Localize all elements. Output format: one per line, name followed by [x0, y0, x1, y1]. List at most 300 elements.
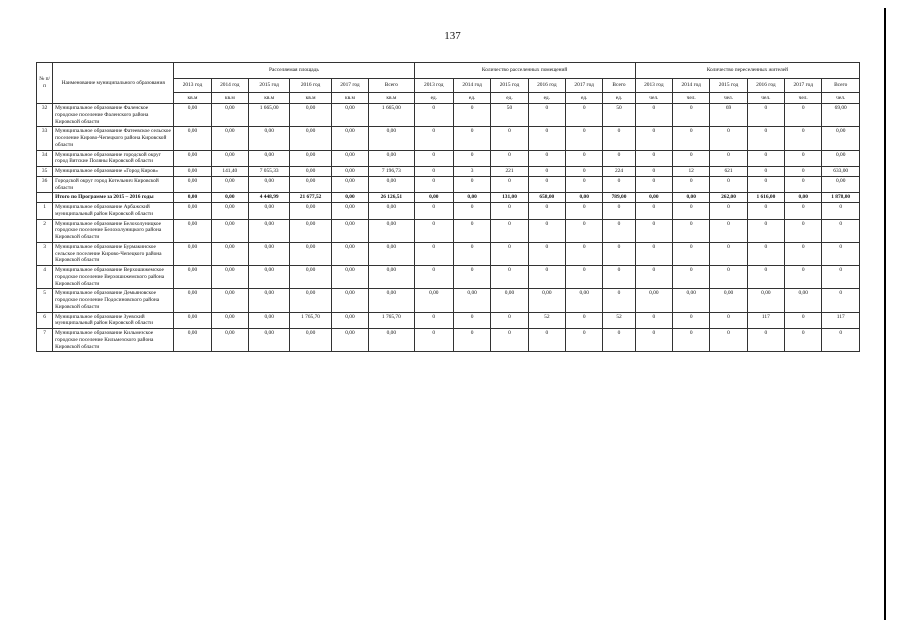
- value-cell: 50: [491, 104, 528, 127]
- value-cell: 0: [491, 150, 528, 167]
- unit-header: чел.: [673, 93, 710, 104]
- value-cell: 0: [528, 242, 565, 265]
- value-cell: 0: [453, 242, 490, 265]
- value-cell: 0: [822, 203, 860, 220]
- value-cell: 0,00: [369, 329, 414, 352]
- value-cell: 0,00: [822, 150, 860, 167]
- value-cell: 0: [603, 219, 635, 242]
- value-cell: 0: [747, 219, 784, 242]
- value-cell: 0,00: [290, 266, 331, 289]
- value-cell: 0: [710, 242, 747, 265]
- value-cell: 0,00: [290, 219, 331, 242]
- value-cell: 0: [453, 329, 490, 352]
- value-cell: 0,00: [369, 266, 414, 289]
- value-cell: 0,00: [331, 150, 368, 167]
- page-number: 137: [444, 30, 461, 42]
- value-cell: 0,00: [290, 329, 331, 352]
- value-cell: 0: [414, 266, 453, 289]
- value-cell: 0: [710, 176, 747, 193]
- value-cell: 3: [453, 167, 490, 177]
- value-cell: 0,00: [369, 289, 414, 312]
- value-cell: 0: [785, 266, 822, 289]
- value-cell: 0: [673, 176, 710, 193]
- value-cell: 0,00: [453, 193, 490, 203]
- municipality-name: Муниципальное образование Кильмезское городское поселение Кильмезского района Кировской области: [53, 329, 174, 352]
- unit-header: чел.: [785, 93, 822, 104]
- municipality-name: Муниципальное образование «Город Киров»: [53, 167, 174, 177]
- value-cell: 0: [414, 219, 453, 242]
- value-cell: 0,00: [414, 289, 453, 312]
- unit-header: ед.: [603, 93, 635, 104]
- value-cell: 0: [822, 219, 860, 242]
- value-cell: 633,00: [822, 167, 860, 177]
- value-cell: 0,00: [211, 242, 248, 265]
- value-cell: 0: [528, 150, 565, 167]
- value-cell: 0,00: [248, 329, 289, 352]
- year-header: 2014 год: [211, 79, 248, 93]
- value-cell: 0,00: [248, 312, 289, 329]
- unit-header: кв.м: [369, 93, 414, 104]
- value-cell: 0: [414, 203, 453, 220]
- unit-header: чел.: [747, 93, 784, 104]
- value-cell: 0,00: [174, 219, 211, 242]
- value-cell: 0: [566, 219, 603, 242]
- value-cell: 0: [414, 329, 453, 352]
- unit-header: кв.м: [211, 93, 248, 104]
- value-cell: 0,00: [369, 219, 414, 242]
- table-row: [37, 219, 860, 242]
- value-cell: 0,00: [290, 289, 331, 312]
- value-cell: 52: [528, 312, 565, 329]
- value-cell: 0,00: [331, 176, 368, 193]
- value-cell: 0: [566, 312, 603, 329]
- value-cell: 0,00: [331, 219, 368, 242]
- resettlement-table: [36, 62, 860, 352]
- value-cell: 0,00: [290, 104, 331, 127]
- value-cell: 0: [528, 219, 565, 242]
- value-cell: 0: [635, 242, 672, 265]
- value-cell: 0: [747, 167, 784, 177]
- unit-header: кв.м: [290, 93, 331, 104]
- value-cell: 0: [528, 266, 565, 289]
- municipality-name: Муниципальное образование Демьяновское городское поселение Подосиновского района Кировской области: [53, 289, 174, 312]
- value-cell: 0: [710, 329, 747, 352]
- value-cell: 0: [822, 266, 860, 289]
- header-group-area: Расселяемая площадь: [174, 63, 414, 79]
- value-cell: 0: [603, 150, 635, 167]
- year-header: 2016 год: [747, 79, 784, 93]
- value-cell: 789,00: [603, 193, 635, 203]
- year-header: 2017 год: [331, 79, 368, 93]
- value-cell: 0: [785, 150, 822, 167]
- value-cell: 0: [673, 242, 710, 265]
- value-cell: 0,00: [331, 203, 368, 220]
- row-number: 4: [37, 266, 53, 289]
- value-cell: 0: [635, 127, 672, 150]
- value-cell: 0,00: [369, 242, 414, 265]
- value-cell: 0: [673, 104, 710, 127]
- value-cell: 0,00: [211, 219, 248, 242]
- table-row: [37, 203, 860, 220]
- row-number: 36: [37, 176, 53, 193]
- value-cell: 0: [785, 329, 822, 352]
- value-cell: 0,00: [211, 329, 248, 352]
- value-cell: 0: [822, 242, 860, 265]
- value-cell: 0,00: [635, 289, 672, 312]
- value-cell: 0,00: [290, 176, 331, 193]
- value-cell: 0,00: [290, 150, 331, 167]
- value-cell: 0,00: [248, 266, 289, 289]
- value-cell: 7 055,33: [248, 167, 289, 177]
- header-group-premises: Количество расселенных помещений: [414, 63, 635, 79]
- value-cell: 1 665,00: [248, 104, 289, 127]
- value-cell: 0,00: [211, 203, 248, 220]
- value-cell: 0,00: [331, 167, 368, 177]
- value-cell: 0: [453, 312, 490, 329]
- value-cell: 0: [747, 329, 784, 352]
- table-row: [37, 289, 860, 312]
- table-row: [37, 176, 860, 193]
- value-cell: 0,00: [211, 104, 248, 127]
- value-cell: 0: [566, 266, 603, 289]
- value-cell: 0: [747, 203, 784, 220]
- municipality-name: Муниципальное образование городской округ город Вятские Поляны Кировской области: [53, 150, 174, 167]
- value-cell: 0,00: [174, 167, 211, 177]
- value-cell: 0: [603, 329, 635, 352]
- value-cell: 0: [710, 127, 747, 150]
- value-cell: 0: [747, 127, 784, 150]
- value-cell: 141,40: [211, 167, 248, 177]
- value-cell: 0: [635, 167, 672, 177]
- value-cell: 0: [635, 329, 672, 352]
- unit-header: чел.: [710, 93, 747, 104]
- value-cell: 0,00: [174, 127, 211, 150]
- value-cell: 0,00: [710, 289, 747, 312]
- unit-header: ед.: [566, 93, 603, 104]
- municipality-name: Муниципальное образование Арбажский муниципальный район Кировской области: [53, 203, 174, 220]
- value-cell: 0,00: [331, 312, 368, 329]
- value-cell: 0: [673, 329, 710, 352]
- value-cell: 1 765,70: [290, 312, 331, 329]
- value-cell: 12: [673, 167, 710, 177]
- value-cell: 0: [673, 203, 710, 220]
- value-cell: 0: [491, 266, 528, 289]
- year-header: 2014 год: [673, 79, 710, 93]
- value-cell: 0,00: [822, 176, 860, 193]
- year-header: Всего: [603, 79, 635, 93]
- value-cell: 0,00: [747, 289, 784, 312]
- value-cell: 0,00: [635, 193, 672, 203]
- value-cell: 0: [453, 150, 490, 167]
- value-cell: 0: [414, 104, 453, 127]
- value-cell: 0: [635, 266, 672, 289]
- year-header: Всего: [822, 79, 860, 93]
- year-header: Всего: [369, 79, 414, 93]
- value-cell: 0: [566, 203, 603, 220]
- page-edge-bar: [884, 8, 886, 620]
- value-cell: 0: [710, 203, 747, 220]
- value-cell: 1 765,70: [369, 312, 414, 329]
- municipality-name: Муниципальное образование Фатеевское сельское поселение Кирово-Чепецкого района Кировской области: [53, 127, 174, 150]
- value-cell: 117: [822, 312, 860, 329]
- value-cell: 21 677,52: [290, 193, 331, 203]
- value-cell: 0,00: [211, 127, 248, 150]
- value-cell: 0: [453, 176, 490, 193]
- value-cell: 0,00: [331, 266, 368, 289]
- value-cell: 0: [635, 312, 672, 329]
- year-header: 2014 год: [453, 79, 490, 93]
- value-cell: 0,00: [290, 242, 331, 265]
- value-cell: 131,00: [491, 193, 528, 203]
- value-cell: 0,00: [369, 127, 414, 150]
- value-cell: 262,00: [710, 193, 747, 203]
- value-cell: 0,00: [248, 219, 289, 242]
- value-cell: 0: [528, 167, 565, 177]
- municipality-name: Муниципальное образование Фаленское городское поселение Фаленского района Кировской области: [53, 104, 174, 127]
- value-cell: 0,00: [174, 193, 211, 203]
- year-header: 2017 год: [566, 79, 603, 93]
- municipality-name: Муниципальное образование Верхошижемское городское поселение Верхошижемского района Кировской области: [53, 266, 174, 289]
- year-header: 2016 год: [290, 79, 331, 93]
- value-cell: 0: [414, 127, 453, 150]
- value-cell: 7 196,73: [369, 167, 414, 177]
- value-cell: 0,00: [174, 176, 211, 193]
- value-cell: 0,00: [369, 176, 414, 193]
- value-cell: 0: [414, 150, 453, 167]
- value-cell: 0,00: [566, 193, 603, 203]
- value-cell: 0,00: [785, 289, 822, 312]
- table-body: [37, 104, 860, 352]
- value-cell: 0,00: [248, 242, 289, 265]
- value-cell: 621: [710, 167, 747, 177]
- row-number: 33: [37, 127, 53, 150]
- value-cell: 0,00: [566, 289, 603, 312]
- value-cell: 0: [528, 104, 565, 127]
- value-cell: 0: [673, 266, 710, 289]
- value-cell: 0,00: [673, 289, 710, 312]
- value-cell: 0: [566, 127, 603, 150]
- value-cell: 0,00: [331, 329, 368, 352]
- value-cell: 0: [528, 127, 565, 150]
- value-cell: 0: [635, 176, 672, 193]
- value-cell: 0: [673, 312, 710, 329]
- row-number: 32: [37, 104, 53, 127]
- value-cell: 0: [414, 312, 453, 329]
- value-cell: 0: [635, 150, 672, 167]
- header-num: № п/п: [37, 63, 53, 104]
- unit-header: кв.м: [248, 93, 289, 104]
- value-cell: 0: [566, 176, 603, 193]
- value-cell: 0,00: [174, 312, 211, 329]
- value-cell: 0: [710, 266, 747, 289]
- value-cell: 0: [785, 176, 822, 193]
- row-number: [37, 193, 53, 203]
- value-cell: 221: [491, 167, 528, 177]
- row-number: 6: [37, 312, 53, 329]
- value-cell: 0,00: [211, 193, 248, 203]
- row-number: 34: [37, 150, 53, 167]
- value-cell: 1 665,00: [369, 104, 414, 127]
- value-cell: 0: [710, 150, 747, 167]
- value-cell: 1 878,00: [822, 193, 860, 203]
- value-cell: 0: [453, 127, 490, 150]
- year-header: 2013 год: [414, 79, 453, 93]
- value-cell: 0,00: [785, 193, 822, 203]
- value-cell: 0: [491, 242, 528, 265]
- value-cell: 0: [747, 266, 784, 289]
- value-cell: 0: [785, 219, 822, 242]
- value-cell: 0,00: [331, 104, 368, 127]
- value-cell: 0,00: [414, 193, 453, 203]
- value-cell: 0,00: [248, 127, 289, 150]
- row-number: 7: [37, 329, 53, 352]
- value-cell: 0: [673, 150, 710, 167]
- value-cell: 0,00: [211, 176, 248, 193]
- value-cell: 0,00: [248, 176, 289, 193]
- value-cell: 0: [635, 203, 672, 220]
- year-header: 2015 год: [710, 79, 747, 93]
- value-cell: 0,00: [174, 289, 211, 312]
- unit-header: ед.: [414, 93, 453, 104]
- value-cell: 0,00: [174, 266, 211, 289]
- value-cell: 0,00: [174, 150, 211, 167]
- value-cell: 0,00: [174, 104, 211, 127]
- value-cell: 0: [491, 203, 528, 220]
- value-cell: 0: [747, 242, 784, 265]
- value-cell: 0,00: [174, 242, 211, 265]
- value-cell: 0: [453, 266, 490, 289]
- value-cell: 0,00: [491, 289, 528, 312]
- value-cell: 0: [414, 242, 453, 265]
- value-cell: 0,00: [211, 312, 248, 329]
- row-number: 2: [37, 219, 53, 242]
- value-cell: 0: [603, 266, 635, 289]
- value-cell: 0: [785, 203, 822, 220]
- value-cell: 0,00: [211, 289, 248, 312]
- table-row: [37, 104, 860, 127]
- value-cell: 0: [710, 312, 747, 329]
- header-group-residents: Количество переселенных жителей: [635, 63, 859, 79]
- value-cell: 0: [747, 176, 784, 193]
- year-header: 2015 год: [491, 79, 528, 93]
- value-cell: 0: [414, 176, 453, 193]
- value-cell: 0,00: [453, 289, 490, 312]
- row-number: 3: [37, 242, 53, 265]
- value-cell: 0: [491, 219, 528, 242]
- unit-header: кв.м: [331, 93, 368, 104]
- total-row: [37, 193, 860, 203]
- value-cell: 0: [635, 104, 672, 127]
- value-cell: 0,00: [290, 203, 331, 220]
- value-cell: 0: [528, 329, 565, 352]
- unit-header: кв.м: [174, 93, 211, 104]
- unit-header: ед.: [528, 93, 565, 104]
- value-cell: 0,00: [290, 127, 331, 150]
- value-cell: 0: [566, 150, 603, 167]
- value-cell: 0: [785, 167, 822, 177]
- municipality-name: Муниципальное образование Бурмакинское сельское поселение Кирово-Чепецкого района Кировской области: [53, 242, 174, 265]
- value-cell: 0,00: [290, 167, 331, 177]
- value-cell: 0,00: [174, 329, 211, 352]
- value-cell: 0: [822, 329, 860, 352]
- value-cell: 0: [603, 203, 635, 220]
- value-cell: 0: [747, 150, 784, 167]
- value-cell: 0: [566, 242, 603, 265]
- table-row: [37, 329, 860, 352]
- row-number: 5: [37, 289, 53, 312]
- value-cell: 0: [566, 167, 603, 177]
- year-header: 2017 год: [785, 79, 822, 93]
- value-cell: 0,00: [822, 127, 860, 150]
- value-cell: 0,00: [211, 150, 248, 167]
- value-cell: 117: [747, 312, 784, 329]
- value-cell: 26 126,51: [369, 193, 414, 203]
- unit-header: чел.: [822, 93, 860, 104]
- value-cell: 0: [822, 289, 860, 312]
- value-cell: 52: [603, 312, 635, 329]
- value-cell: 658,00: [528, 193, 565, 203]
- header-name: Наименование муниципального образования: [53, 63, 174, 104]
- value-cell: 0: [453, 104, 490, 127]
- value-cell: 0,00: [174, 203, 211, 220]
- value-cell: 0: [414, 167, 453, 177]
- value-cell: 4 448,99: [248, 193, 289, 203]
- table-row: [37, 167, 860, 177]
- municipality-name: Городской округ город Котельнич Кировской области: [53, 176, 174, 193]
- value-cell: 0: [747, 104, 784, 127]
- year-header: 2013 год: [174, 79, 211, 93]
- value-cell: 0,00: [528, 289, 565, 312]
- value-cell: 0: [528, 176, 565, 193]
- value-cell: 0: [491, 329, 528, 352]
- value-cell: 0: [785, 242, 822, 265]
- value-cell: 0,00: [369, 150, 414, 167]
- unit-header: ед.: [491, 93, 528, 104]
- value-cell: 0: [491, 127, 528, 150]
- municipality-name: Муниципальное образование Белохолуницкое городское поселение Белохолуницкого района Кировской области: [53, 219, 174, 242]
- table-row: [37, 242, 860, 265]
- value-cell: 0,00: [211, 266, 248, 289]
- value-cell: 0: [603, 289, 635, 312]
- value-cell: 0: [635, 219, 672, 242]
- value-cell: 0: [528, 203, 565, 220]
- value-cell: 0,00: [331, 193, 368, 203]
- value-cell: 0,00: [673, 193, 710, 203]
- value-cell: 0,00: [248, 150, 289, 167]
- value-cell: 0: [710, 219, 747, 242]
- value-cell: 1 616,00: [747, 193, 784, 203]
- value-cell: 0,00: [331, 127, 368, 150]
- year-header: 2015 год: [248, 79, 289, 93]
- value-cell: 0: [673, 219, 710, 242]
- value-cell: 0,00: [331, 289, 368, 312]
- value-cell: 224: [603, 167, 635, 177]
- value-cell: 0: [566, 329, 603, 352]
- value-cell: 69: [710, 104, 747, 127]
- value-cell: 0,00: [369, 203, 414, 220]
- year-header: 2016 год: [528, 79, 565, 93]
- value-cell: 50: [603, 104, 635, 127]
- value-cell: 0: [491, 176, 528, 193]
- value-cell: 0: [785, 104, 822, 127]
- unit-header: ед.: [453, 93, 490, 104]
- table-row: [37, 127, 860, 150]
- value-cell: 0,00: [248, 289, 289, 312]
- value-cell: 0: [785, 127, 822, 150]
- unit-header: чел.: [635, 93, 672, 104]
- municipality-name: Итого по Программе за 2015 – 2016 годы: [53, 193, 174, 203]
- value-cell: 69,00: [822, 104, 860, 127]
